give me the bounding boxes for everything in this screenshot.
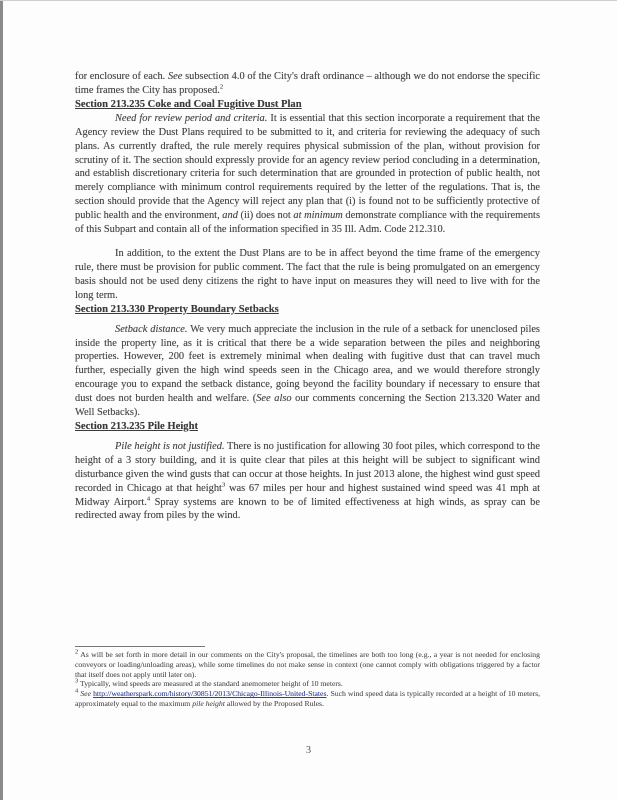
- dust-plan-lead: Need for review period and criteria.: [115, 112, 268, 124]
- footnote-ref-3[interactable]: 3: [221, 481, 226, 489]
- intro-lead: for enclosure of each.: [75, 71, 166, 82]
- footnotes: [75, 650, 540, 709]
- footnote-3: [75, 679, 540, 689]
- scan-top-edge: [0, 0, 617, 1]
- weatherspark-link[interactable]: http://weatherspark.com/history/30851/2013/Chicago-Illinois-United-States: [93, 689, 327, 699]
- scan-edge: [0, 0, 3, 800]
- pile-height-paragraph: [75, 440, 540, 523]
- intro-paragraph: [75, 70, 540, 98]
- footnote-4-mark: 4: [75, 687, 79, 695]
- section-heading-pile-height: Section 213.235 Pile Height: [75, 420, 198, 432]
- footnote-3-text: Typically, wind speeds are measured at the standard anemometer height of 10 meters.: [78, 679, 343, 689]
- footnote-divider: [75, 646, 205, 647]
- page-number: 3: [305, 745, 312, 756]
- footnote-ref-4[interactable]: 4: [146, 495, 151, 503]
- setbacks-text-a: We very much appreciate the inclusion in the rule of a setback for unenclosed piles inside the property line, as it is critical that there be a wide separation between the piles and neighboring properties. However, 200 feet is extremely minimal when dealing with fugitive dust that can travel much further, especially given the high wind speeds seen in the Chicago area, and we would therefore strongly encourage you to expand the setback distance, going beyond the facility boundary if necessary to ensure that dust does not burden health and welfare. (: [75, 323, 540, 405]
- footnote-2-text: As will be set forth in more detail in our comments on the City's proposal, the timelines are both too long (e.g., a year is not needed for enclosing conveyors or loading/unloading areas), while some timelines do not make sense in context (one cannot comply with obligations triggered by a factor that itself does not apply until later on).: [75, 650, 540, 679]
- intro-see: See: [167, 71, 183, 82]
- section-heading-setbacks: Section 213.330 Property Boundary Setbacks: [75, 303, 279, 315]
- dust-plan-text-c: demonstrate compliance with the requirements of this Subpart and contain all of the information specified in 35 Ill. Adm. Code 212.310.: [75, 210, 540, 236]
- footnote-4-italic: pile height: [192, 698, 225, 708]
- footnote-ref-2[interactable]: 2: [219, 83, 224, 91]
- dust-plan-text-b: (ii) does not: [237, 210, 291, 222]
- setbacks-paragraph: [75, 323, 540, 420]
- footnote-2: [75, 650, 540, 679]
- section-heading-dust-plan: Section 213.235 Coke and Coal Fugitive Dust Plan: [75, 98, 302, 110]
- footnote-4-see: See: [78, 689, 94, 699]
- pile-height-text-c: Spray systems are known to be of limited effectiveness at high winds, as spray can be redirected away from piles by the wind.: [75, 496, 540, 522]
- body-text: [75, 70, 540, 523]
- footnote-3-mark: 3: [75, 677, 79, 685]
- pile-height-text-a: There is no justification for allowing 30 foot piles, which correspond to the height of a 3 story building, and it is quite clear that piles at this height will be subject to significant wind disturbance given the wind gusts that can occur at those heights. In just 2013 alone, the highest wind gust speed recorded in Chicago at that height: [75, 440, 540, 494]
- dust-plan-and: and: [222, 210, 238, 222]
- footnote-4-text-b: allowed by the Proposed Rules.: [224, 698, 324, 708]
- dust-plan-paragraph-1: [75, 112, 540, 237]
- pile-height-lead: Pile height is not justified.: [115, 440, 225, 452]
- footnote-4: [75, 689, 540, 709]
- dust-plan-paragraph-2: In addition, to the extent the Dust Plans are to be in affect beyond the time frame of the emergency rule, there must be provision for public comment. The fact that the rule is being promulgated on an emergency basis should not be used deny citizens the right to have input on measures they will need to live with for the long term.: [75, 247, 540, 301]
- dust-plan-text-a: It is essential that this section incorporate a requirement that the Agency review the Dust Plans required to be submitted to it, and criteria for reviewing the adequacy of such plans. As currently drafted, the rule merely requires physical submission of the plan, without provision for scrutiny of it. The section should expressly provide for an agency review period concluding in a determination, and establish discretionary criteria for such determination that are grounded in protection of public health, not merely compliance with minimum control requirements required by the letter of the regulations. That is, the section should provide that the Agency will reject any plan that (i) is found not to be sufficiently protective of public health and the environment,: [75, 112, 540, 222]
- setbacks-lead: Setback distance.: [115, 323, 188, 335]
- setbacks-see-also: See also: [256, 393, 292, 405]
- dust-plan-at-minimum: at minimum: [293, 210, 343, 222]
- footnote-4-text-a: . Such wind speed data is typically recorded at a height of 10 meters, approximately equal to the maximum: [75, 689, 541, 708]
- footnote-2-mark: 2: [75, 648, 79, 656]
- pile-height-text-b: was 67 miles per hour and highest sustained wind speed was 41 mph at Midway Airport.: [75, 482, 540, 508]
- intro-rest: subsection 4.0 of the City's draft ordinance – although we do not endorse the specific time frames the City has proposed.: [75, 71, 540, 96]
- setbacks-text-b: our comments concerning the Section 213.320 Water and Well Setbacks).: [75, 393, 541, 419]
